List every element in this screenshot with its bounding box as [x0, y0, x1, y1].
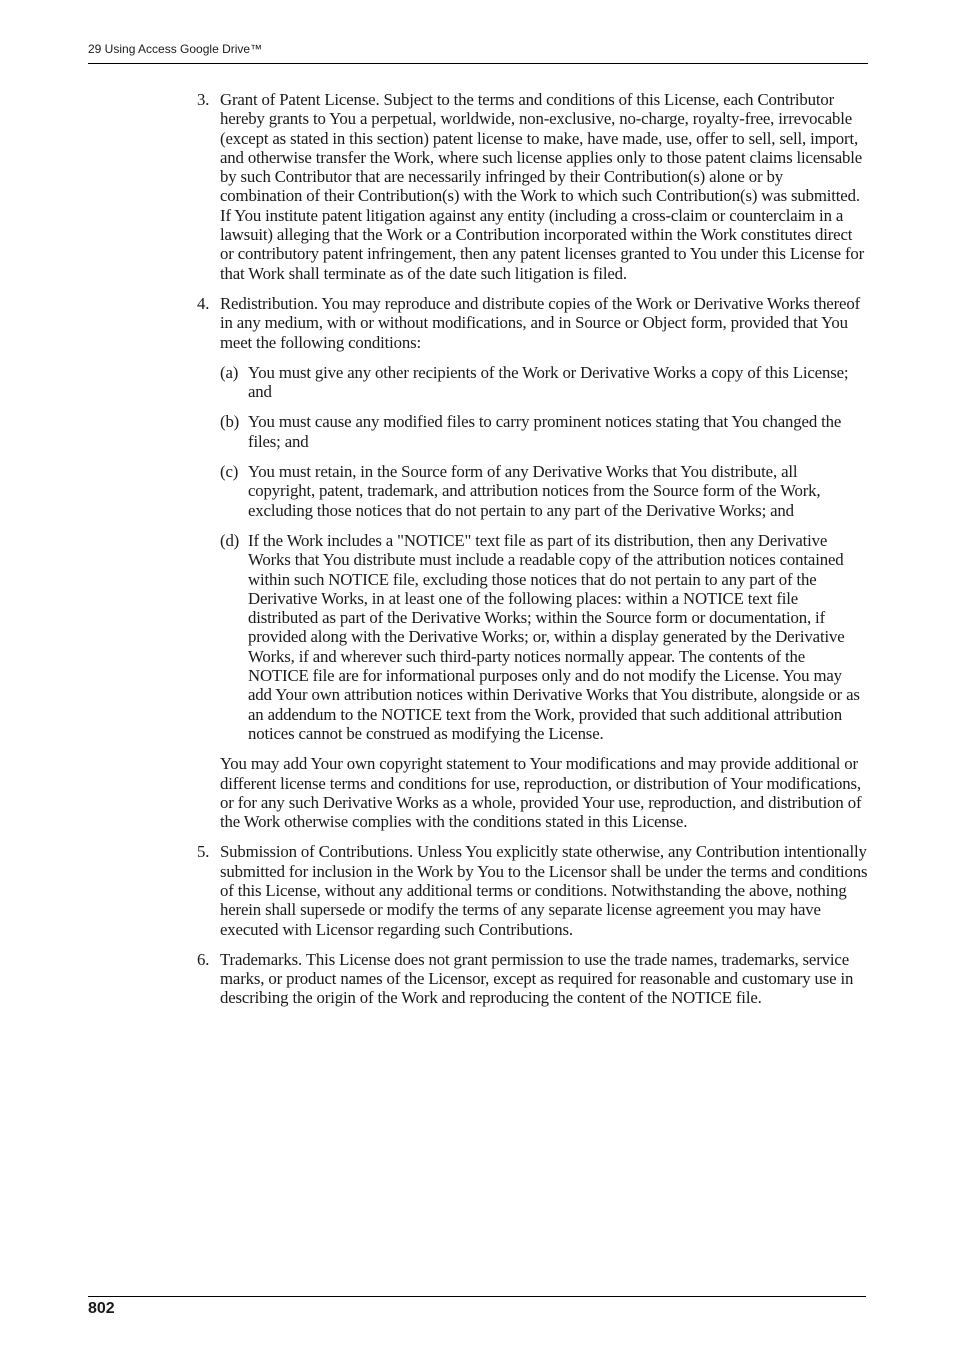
footer-divider [88, 1296, 866, 1297]
list-item [195, 842, 868, 938]
item-text: Trademarks. This License does not grant permission to use the trade names, trademarks, service marks, or product names of the Licensor, except as required for reasonable and customary use in describing the origin of the Work and reproducing the content of the NOTICE file. [220, 949, 854, 1008]
item-number: 4. [197, 293, 210, 313]
sub-item-text: You must cause any modified files to carry prominent notices stating that You changed the files; and [248, 412, 842, 451]
item-text: Redistribution. You may reproduce and distribute copies of the Work or Derivative Works thereof in any medium, with or without modifications, and in Source or Object form, provided that You meet the following conditions: [220, 293, 861, 352]
list-item [195, 950, 868, 1008]
closing-paragraph: You may add Your own copyright statement to Your modifications and may provide additional or different license terms and conditions for use, reproduction, or distribution of Your modifications, or for any such Derivative Works as a whole, provided Your use, reproduction, and distribution of the Work otherwise complies with the conditions stated in this License. [220, 754, 862, 832]
sub-item-text: If the Work includes a "NOTICE" text file as part of its distribution, then any Derivative Works that You distribute must include a readable copy of the attribution notices contained within such NOTICE file, excluding those notices that do not pertain to any part of the Derivative Works, in at least one of the following places: within a NOTICE text file distributed as part of the Derivative Works; within the Source form or documentation, if provided along with the Derivative Works; or, within a display generated by the Derivative Works, if and wherever such third-party notices normally appear. The contents of the NOTICE file are for informational purposes only and do not modify the License. You may add Your own attribution notices within Derivative Works that You distribute, alongside or as an addendum to the NOTICE text from the Work, provided that such additional attribution notices cannot be construed as modifying the License. [248, 530, 860, 743]
sub-item-label: (d) [220, 530, 240, 550]
page-number: 802 [88, 1300, 115, 1317]
sub-item-label: (a) [220, 362, 239, 382]
item-text: Grant of Patent License. Subject to the terms and conditions of this License, each Contributor hereby grants to You a perpetual, worldwide, non-exclusive, no-charge, royalty-free, irrevocable (except as stated in this section) patent license to make, have made, use, offer to sell, sell, import, and otherwise transfer the Work, where such license applies only to those patent claims licensable by such Contributor that are necessarily infringed by their Contribution(s) alone or by combination of their Contribution(s) with the Work to which such Contribution(s) was submitted. If You institute patent litigation against any entity (including a cross-claim or counterclaim in a lawsuit) alleging that the Work or a Contribution incorporated within the Work constitutes direct or contributory patent infringement, then any patent licenses granted to You under this License for that Work shall terminate as of the date such litigation is filed. [220, 90, 865, 283]
list-item [195, 90, 868, 283]
page-header [88, 40, 868, 64]
sub-list-item [220, 531, 868, 743]
sub-item-label: (c) [220, 462, 239, 482]
sub-item-text: You must give any other recipients of the Work or Derivative Works a copy of this License; and [248, 362, 849, 402]
sub-list-item [220, 462, 868, 520]
item-text: Submission of Contributions. Unless You explicitly state otherwise, any Contribution intentionally submitted for inclusion in the Work by You to the Licensor shall be under the terms and conditions of this License, without any additional terms or conditions. Notwithstanding the above, nothing herein shall supersede or modify the terms of any separate license agreement you may have executed with Licensor regarding such Contributions. [220, 842, 868, 939]
item-number: 3. [197, 90, 210, 109]
item-number: 6. [197, 949, 210, 969]
item-number: 5. [197, 842, 210, 862]
license-content [195, 90, 868, 1019]
sub-item-text: You must retain, in the Source form of any Derivative Works that You distribute, all copyright, patent, trademark, and attribution notices from the Source form of the Work, excluding those notices that do not pertain to any part of the Derivative Works; and [248, 462, 821, 520]
sub-list [220, 363, 868, 743]
sub-list-item [220, 363, 868, 402]
list-item [195, 294, 868, 743]
header-title: 29 Using Access Google Drive™ [88, 42, 263, 56]
sub-item-label: (b) [220, 412, 240, 432]
sub-list-item [220, 412, 868, 451]
